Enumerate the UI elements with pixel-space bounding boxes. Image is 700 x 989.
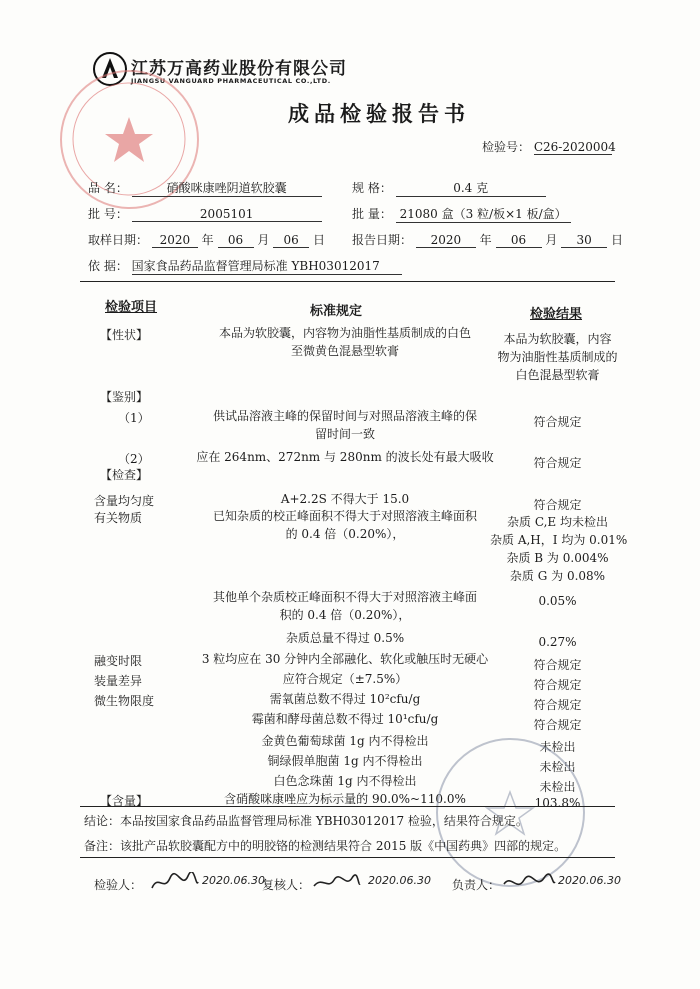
batch-no-label: 批 号： <box>88 207 128 221</box>
remark-rule <box>80 857 615 858</box>
row-standard: 其他单个杂质校正峰面积不得大于对照溶液主峰面 <box>212 590 477 604</box>
report-date-label: 报告日期： <box>352 233 413 247</box>
row-result: 物为油脂性基质制成的 <box>497 350 618 364</box>
basis-value: 国家食品药品监督管理局标准 YBH03012017 <box>132 257 402 275</box>
basis-label: 依 据： <box>88 259 128 273</box>
responsible-signature <box>502 872 557 894</box>
row-standard: 供试品溶液主峰的保留时间与对照品溶液主峰的保 <box>212 409 477 423</box>
row-result: 未检出 <box>539 780 576 794</box>
row-result: 杂质 G 为 0.08% <box>509 569 606 583</box>
row-standard: 留时间一致 <box>314 427 375 441</box>
row-standard: 杂质总量不得过 0.5% <box>285 631 405 645</box>
conclusion-text: 结论：本品按国家食品药品监督管理局标准 YBH03012017 检验，结果符合规定。 <box>84 814 528 828</box>
row-result: 0.05% <box>538 594 577 608</box>
row-standard: 应在 264nm、272nm 与 280nm 的波长处有最大吸收 <box>196 450 494 464</box>
header-standard: 标准规定 <box>310 304 363 319</box>
sample-date-month: 06 <box>218 233 254 248</box>
row-result: 杂质 C,E 均未检出 <box>507 515 608 529</box>
month-unit: 月 <box>545 233 558 247</box>
row-result: 符合规定 <box>533 698 582 712</box>
row-result: 符合规定 <box>533 718 582 732</box>
row-result: 符合规定 <box>533 658 582 672</box>
row-standard: 应符合规定（±7.5%） <box>282 672 408 686</box>
row-item: 融变时限 <box>94 654 143 668</box>
row-item: 【鉴别】 <box>100 390 149 404</box>
header-item: 检验项目 <box>105 300 158 315</box>
inspector-signature <box>150 872 200 894</box>
row-standard: 金黄色葡萄球菌 1g 内不得检出 <box>261 734 429 748</box>
report-date-day: 30 <box>561 233 607 248</box>
row-item: （2） <box>118 452 150 466</box>
row-result: 0.27% <box>538 635 577 649</box>
sample-date-day: 06 <box>273 233 309 248</box>
table-top-rule <box>80 281 615 282</box>
row-standard: 霉菌和酵母菌总数不得过 10¹cfu/g <box>251 712 439 726</box>
sample-date-label: 取样日期： <box>88 233 149 247</box>
row-result: 103.8% <box>534 796 581 810</box>
batch-qty-label: 批 量： <box>352 207 392 221</box>
month-unit: 月 <box>257 233 270 247</box>
row-result: 符合规定 <box>533 415 582 429</box>
table-bottom-rule <box>80 806 615 807</box>
header-result: 检验结果 <box>530 307 583 322</box>
row-result: 本品为软胶囊，内容 <box>503 332 612 346</box>
row-result: 杂质 A,H，I 均为 0.01% <box>490 533 628 547</box>
year-unit: 年 <box>201 233 214 247</box>
report-no-value: C26-2020004 <box>533 140 616 154</box>
company-name-en: JIANGSU VANGUARD PHARMACEUTICAL CO.,LTD. <box>131 77 331 85</box>
row-result: 符合规定 <box>533 498 582 512</box>
product-value: 硝酸咪康唑阴道软胶囊 <box>132 179 322 197</box>
report-date-year: 2020 <box>416 233 476 248</box>
day-unit: 日 <box>313 233 326 247</box>
row-standard: 至微黄色混悬型软膏 <box>290 344 399 358</box>
inspector-date: 2020.06.30 <box>202 874 265 887</box>
row-standard: 的 0.4 倍（0.20%）， <box>285 527 405 541</box>
row-standard: 铜绿假单胞菌 1g 内不得检出 <box>267 754 423 768</box>
report-date-month: 06 <box>496 233 542 248</box>
row-result: 白色混悬型软膏 <box>515 368 600 382</box>
report-title: 成品检验报告书 <box>288 101 470 126</box>
row-result: 符合规定 <box>533 678 582 692</box>
row-standard: 需氧菌总数不得过 10²cfu/g <box>269 692 421 706</box>
responsible-date: 2020.06.30 <box>558 874 621 887</box>
report-no-label: 检验号： <box>482 140 531 154</box>
year-unit: 年 <box>479 233 492 247</box>
spec-value: 0.4 克 <box>396 179 546 197</box>
row-standard: 含硝酸咪康唑应为标示量的 90.0%~110.0% <box>224 792 466 806</box>
row-item: 微生物限度 <box>94 694 155 708</box>
row-item: 【检查】 <box>100 468 149 482</box>
sample-date-year: 2020 <box>152 233 198 248</box>
row-standard: 白色念珠菌 1g 内不得检出 <box>273 774 417 788</box>
row-item: 有关物质 <box>94 511 143 525</box>
row-item: 【性状】 <box>100 328 149 342</box>
product-label: 品 名： <box>88 181 128 195</box>
day-unit: 日 <box>611 233 624 247</box>
responsible-label: 负责人： <box>452 878 501 892</box>
row-standard: 本品为软胶囊，内容物为油脂性基质制成的白色 <box>218 326 471 340</box>
batch-qty-value: 21080 盒（3 粒/板×1 板/盒） <box>396 205 571 223</box>
row-standard: 积的 0.4 倍（0.20%）， <box>279 608 411 622</box>
remark-text: 备注：该批产品软胶囊配方中的明胶铬的检测结果符合 2015 版《中国药典》四部的规定。 <box>84 839 567 853</box>
row-standard: 已知杂质的校正峰面积不得大于对照溶液主峰面积 <box>212 509 477 523</box>
row-item: 【含量】 <box>100 794 149 808</box>
row-item: 装量差异 <box>94 674 143 688</box>
row-item: （1） <box>118 411 150 425</box>
reviewer-signature <box>312 872 362 894</box>
row-result: 未检出 <box>539 760 576 774</box>
row-result: 未检出 <box>539 740 576 754</box>
row-standard: A+2.2S 不得大于 15.0 <box>280 492 410 506</box>
inspector-label: 检验人： <box>94 878 143 892</box>
row-standard: 3 粒均应在 30 分钟内全部融化、软化或触压时无硬心 <box>201 652 489 666</box>
batch-no-value: 2005101 <box>132 207 322 222</box>
company-name: 江苏万高药业股份有限公司 <box>131 59 347 79</box>
reviewer-date: 2020.06.30 <box>368 874 431 887</box>
row-result: 符合规定 <box>533 456 582 470</box>
reviewer-label: 复核人： <box>262 878 311 892</box>
row-result: 杂质 B 为 0.004% <box>506 551 609 565</box>
spec-label: 规 格： <box>352 181 392 195</box>
row-item: 含量均匀度 <box>94 494 155 508</box>
